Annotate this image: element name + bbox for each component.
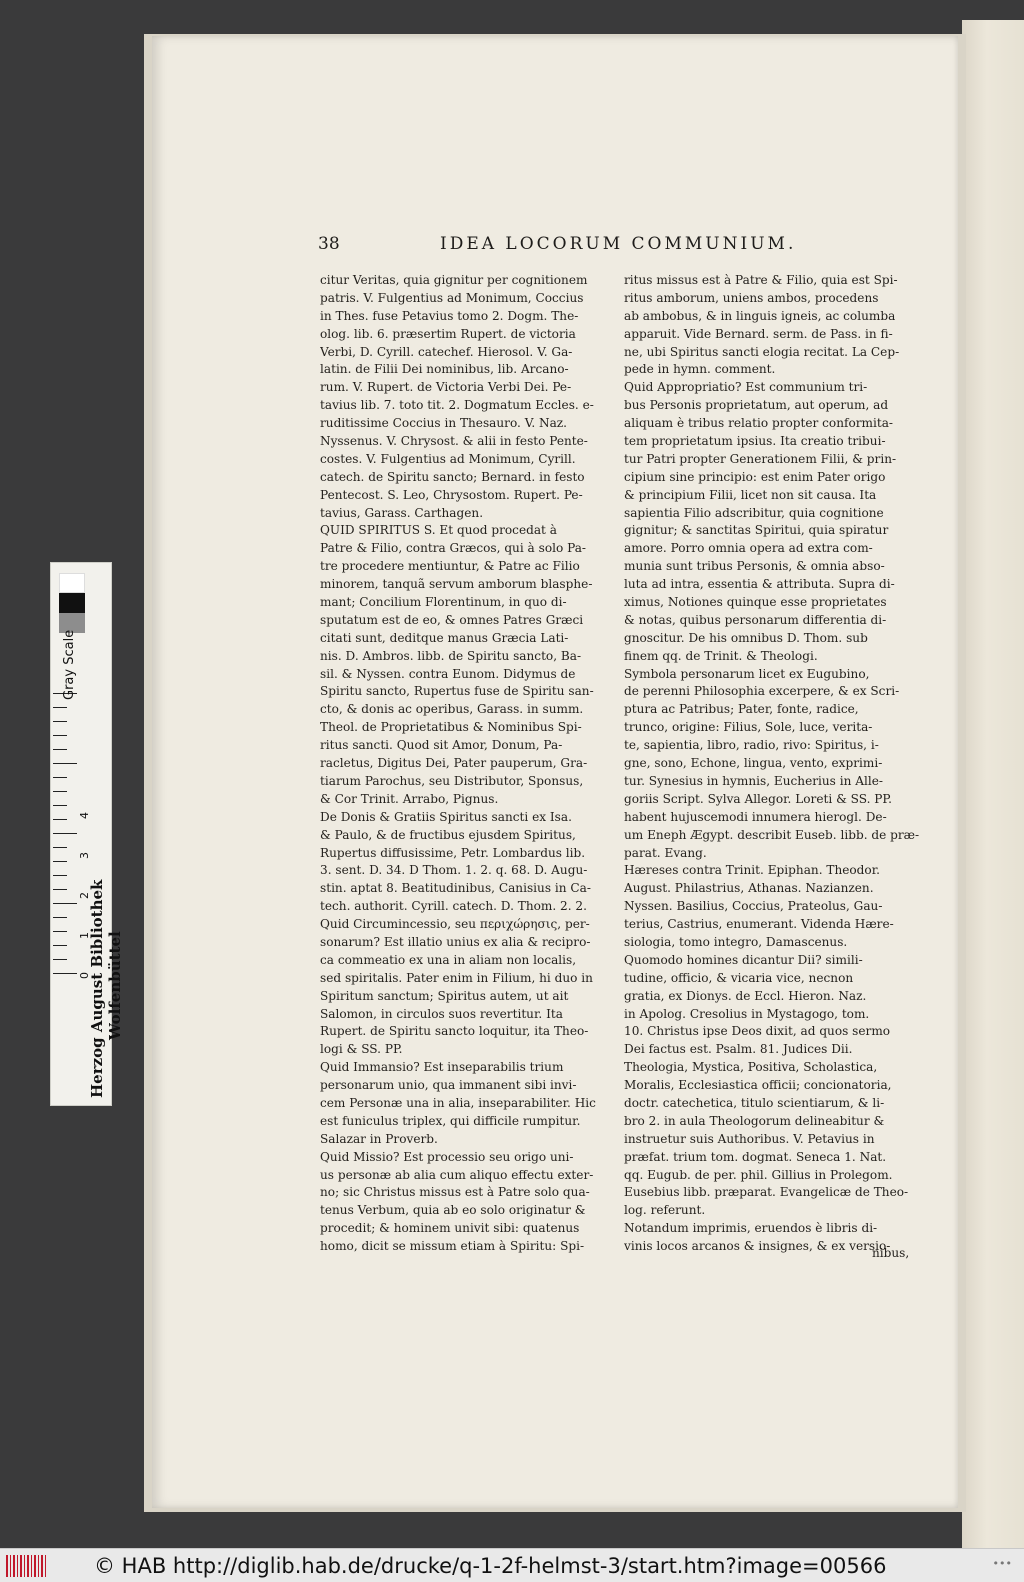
text-line: mant; Concilium Florentinum, in quo di-	[320, 595, 567, 610]
text-line: parat. Evang.	[624, 845, 707, 860]
text-line: no; sic Christus missus est à Patre solo qua-	[320, 1185, 590, 1200]
black-swatch	[59, 593, 85, 613]
text-line: ne, ubi Spiritus sancti elogia recitat. La Cep-	[624, 344, 900, 359]
text-line: & Cor Trinit. Arrabo, Pignus.	[320, 791, 499, 806]
text-line: nis. D. Ambros. libb. de Spiritu sancto, Ba-	[320, 648, 582, 663]
text-line: aliquam è tribus relatio propter conformita-	[624, 416, 894, 431]
ruler-tick	[53, 861, 67, 862]
ruler-tick	[53, 931, 67, 932]
text-line: pede in hymn. comment.	[624, 362, 776, 377]
text-column-right	[624, 272, 922, 1256]
ruler-tick	[53, 973, 77, 974]
text-line: ritus sancti. Quod sit Amor, Donum, Pa-	[320, 738, 563, 753]
text-line: & principium Filii, licet non sit causa. Ita	[624, 487, 877, 502]
text-line: est funiculus triplex, qui difficile rumpitur.	[320, 1113, 581, 1128]
ruler-tick	[53, 945, 67, 946]
text-line: Patre & Filio, contra Græcos, qui à solo Pa-	[320, 541, 586, 556]
text-line: amore. Porro omnia opera ad extra com-	[624, 541, 873, 556]
text-line: catech. de Spiritu sancto; Bernard. in festo	[320, 469, 585, 484]
ruler-tick	[53, 959, 67, 960]
text-line: ritus missus est à Patre & Filio, quia est Spi-	[624, 273, 898, 287]
scale-ruler	[53, 683, 91, 979]
text-column-left	[320, 272, 618, 1256]
text-line: tur Patri propter Generationem Filii, & prin-	[624, 451, 897, 466]
text-line: patris. V. Fulgentius ad Monimum, Coccius	[320, 290, 584, 305]
text-line: tavius lib. 7. toto tit. 2. Dogmatum Eccles. e-	[320, 398, 594, 413]
ruler-tick	[53, 833, 77, 834]
ruler-tick	[53, 847, 67, 848]
text-line: tavius, Garass. Carthagen.	[320, 505, 484, 520]
text-line: tech. authorit. Cyrill. catech. D. Thom. 2. 2.	[320, 899, 587, 914]
text-line: 3. sent. D. 34. D Thom. 1. 2. q. 68. D. Augu-	[320, 863, 588, 878]
text-line: um Eneph Ægypt. describit Euseb. libb. de præ-	[624, 827, 920, 842]
text-line: sil. & Nyssen. contra Eunom. Didymus de	[320, 666, 576, 681]
text-line: præfat. trium tom. dogmat. Seneca 1. Nat.	[624, 1149, 887, 1164]
text-line: tenus Verbum, quia ab eo solo originatur &	[320, 1203, 586, 1218]
text-line: munia sunt tribus Personis, & omnia abso-	[624, 559, 885, 574]
text-line: siologia, tomo integro, Damascenus.	[624, 934, 848, 949]
text-line: minorem, tanquã servum amborum blasphe-	[320, 577, 593, 592]
ruler-number: 2	[78, 892, 91, 899]
text-line: tiarum Parochus, seu Distributor, Sponsus,	[320, 773, 584, 788]
text-line: gratia, ex Dionys. de Eccl. Hieron. Naz.	[624, 988, 867, 1003]
text-line: Theol. de Proprietatibus & Nominibus Spi-	[320, 720, 582, 735]
text-line: Nyssen. Basilius, Coccius, Prateolus, Gau-	[624, 899, 883, 914]
footer-bar	[0, 1548, 1024, 1582]
text-line: vinis locos arcanos & insignes, & ex versio-	[624, 1239, 891, 1254]
text-line: tur. Synesius in hymnis, Eucherius in Alle-	[624, 773, 883, 788]
text-line: log. referunt.	[624, 1203, 706, 1218]
text-line: ximus, Notiones quinque esse proprietates	[624, 595, 887, 610]
text-line: us personæ ab alia cum aliquo effectu exter-	[320, 1167, 594, 1182]
text-line: Salomon, in circulos suos revertitur. Ita	[320, 1006, 563, 1021]
text-line: tudine, officio, & vicaria vice, necnon	[624, 970, 854, 985]
ruler-tick	[53, 749, 67, 750]
text-line: Quid Immansio? Est inseparabilis trium	[320, 1060, 564, 1075]
catchword: nibus,	[872, 1246, 910, 1260]
text-line: personarum unio, qua immanent sibi invi-	[320, 1078, 577, 1093]
ruler-tick	[53, 707, 67, 708]
text-line: 10. Christus ipse Deos dixit, ad quos sermo	[624, 1024, 891, 1039]
text-line: te, sapientia, libro, radio, rivo: Spiritus, i-	[624, 738, 879, 753]
text-line: Rupertus diffusissime, Petr. Lombardus lib.	[320, 845, 586, 860]
text-line: stin. aptat 8. Beatitudinibus, Canisius in Ca-	[320, 881, 591, 896]
text-line: & notas, quibus personarum differentia di-	[624, 612, 887, 627]
text-line: QUID SPIRITUS S. Et quod procedat à	[320, 523, 557, 538]
text-line: instruetur suis Authoribus. V. Petavius in	[624, 1131, 875, 1146]
ruler-tick	[53, 735, 67, 736]
text-line: sonarum? Est illatio unius ex alia & recipro-	[320, 934, 591, 949]
text-line: bro 2. in aula Theologorum delineabitur &	[624, 1113, 885, 1128]
text-line: ritus amborum, uniens ambos, procedens	[624, 290, 879, 305]
text-line: qq. Eugub. de per. phil. Gillius in Prolegom.	[624, 1167, 893, 1182]
ruler-number: 3	[78, 852, 91, 859]
text-line: Salazar in Proverb.	[320, 1131, 438, 1146]
text-line: Dei factus est. Psalm. 81. Judices Dii.	[624, 1042, 853, 1057]
text-line: Rupert. de Spiritu sancto loquitur, ita Theo-	[320, 1024, 589, 1039]
text-line: apparuit. Vide Bernard. serm. de Pass. in fi-	[624, 326, 893, 341]
text-line: Theologia, Mystica, Positiva, Scholastica,	[624, 1060, 878, 1075]
text-line: Notandum imprimis, eruendos è libris di-	[624, 1221, 878, 1236]
text-line: cem Personæ una in alia, inseparabiliter. Hic	[320, 1095, 596, 1110]
text-line: homo, dicit se missum etiam à Spiritu: Spi-	[320, 1239, 585, 1254]
running-title: IDEA LOCORUM COMMUNIUM.	[440, 234, 797, 254]
text-line: costes. V. Fulgentius ad Monimum, Cyrill.	[320, 451, 576, 466]
text-line: Quid Missio? Est processio seu origo uni-	[320, 1149, 574, 1164]
ruler-number: 4	[78, 812, 91, 819]
ruler-tick	[53, 875, 67, 876]
text-line: de perenni Philosophia excerpere, & ex Scri-	[624, 684, 900, 699]
text-line: citati sunt, deditque manus Græcia Lati-	[320, 630, 569, 645]
text-line: ab ambobus, & in linguis igneis, ac columba	[624, 308, 896, 323]
text-line: doctr. catechetica, titulo scientiarum, & li-	[624, 1095, 885, 1110]
text-line: gne, sono, Echone, lingua, vento, exprimi-	[624, 756, 883, 771]
ruler-tick	[53, 889, 67, 890]
text-line: cipium sine principio: est enim Pater origo	[624, 469, 886, 484]
text-line: finem qq. de Trinit. & Theologi.	[624, 648, 818, 663]
text-line: Moralis, Ecclesiastica officii; concionatoria,	[624, 1078, 892, 1093]
text-line: in Apolog. Cresolius in Mystagogo, tom.	[624, 1006, 870, 1021]
ruler-number: 1	[78, 932, 91, 939]
text-line: & Paulo, & de fructibus ejusdem Spiritus,	[320, 827, 576, 842]
gray-scale-label: Gray Scale	[62, 629, 77, 700]
text-line: Spiritu sancto, Rupertus fuse de Spiritu san-	[320, 684, 594, 699]
ruler-tick	[53, 805, 67, 806]
text-line: Quid Circumincessio, seu περιχώρησις, per-	[320, 917, 590, 932]
ruler-tick	[53, 917, 67, 918]
text-line: racletus, Digitus Dei, Pater pauperum, Gra-	[320, 756, 588, 771]
text-line: Spiritum sanctum; Spiritus autem, ut ait	[320, 988, 569, 1003]
text-line: Nyssenus. V. Chrysost. & alii in festo Pente-	[320, 434, 588, 449]
text-line: Symbola personarum licet ex Eugubino,	[624, 666, 870, 681]
text-line: habent hujuscemodi innumera hierogl. De-	[624, 809, 887, 824]
white-swatch	[59, 573, 85, 593]
text-line: Pentecost. S. Leo, Chrysostom. Rupert. Pe-	[320, 487, 583, 502]
library-name: Herzog August Bibliothek	[88, 879, 106, 1098]
text-line: August. Philastrius, Athanas. Nazianzen.	[624, 881, 874, 896]
ruler-tick	[53, 791, 67, 792]
hab-logo-icon	[6, 1555, 46, 1577]
text-line: gignitur; & sanctitas Spiritui, quia spiratur	[624, 523, 889, 538]
ruler-tick	[53, 721, 67, 722]
text-line: sapientia Filio adscribitur, quia cognitione	[624, 505, 884, 520]
text-line: olog. lib. 6. præsertim Rupert. de victoria	[320, 326, 576, 341]
ruler-tick	[53, 903, 77, 904]
book-page	[152, 36, 958, 1508]
more-icon: •••	[992, 1557, 1012, 1570]
running-head	[152, 234, 958, 260]
text-line: Quid Appropriatio? Est communium tri-	[624, 380, 868, 395]
text-line: rum. V. Rupert. de Victoria Verbi Dei. Pe-	[320, 380, 572, 395]
text-line: Quomodo homines dicantur Dii? simili-	[624, 952, 863, 967]
text-line: Eusebius libb. præparat. Evangelicæ de Theo-	[624, 1185, 909, 1200]
text-line: luta ad intra, essentia & attributa. Supra di-	[624, 577, 895, 592]
text-line: goriis Script. Sylva Allegor. Loreti & SS. PP.	[624, 791, 892, 806]
ruler-tick	[53, 819, 67, 820]
text-line: De Donis & Gratiis Spiritus sancti ex Isa.	[320, 809, 572, 824]
text-line: procedit; & hominem univit sibi: quatenus	[320, 1221, 580, 1236]
text-line: ca commeatio ex una in aliam non localis,	[320, 952, 577, 967]
text-line: sputatum est de eo, & omnes Patres Græci	[320, 612, 584, 627]
text-line: sed spiritalis. Pater enim in Filium, hi duo in	[320, 970, 593, 985]
facing-page-edge	[962, 20, 1024, 1550]
text-line: tem proprietatum ipsius. Ita creatio tribui-	[624, 434, 886, 449]
text-line: terius, Castrius, enumerant. Videnda Hære-	[624, 917, 894, 932]
page-number: 38	[318, 234, 340, 254]
library-city: Wolfenbüttel	[106, 931, 124, 1040]
source-url[interactable]: © HAB http://diglib.hab.de/drucke/q-1-2f-helmst-3/start.htm?image=00566	[94, 1554, 887, 1578]
text-line: tre procedere mentiuntur, & Patre ac Filio	[320, 559, 580, 574]
text-line: Verbi, D. Cyrill. catechef. Hierosol. V. Ga-	[320, 344, 573, 359]
ruler-number: 0	[78, 972, 91, 979]
text-line: ptura ac Patribus; Pater, fonte, radice,	[624, 702, 859, 717]
text-line: Hæreses contra Trinit. Epiphan. Theodor.	[624, 863, 880, 878]
text-line: in Thes. fuse Petavius tomo 2. Dogm. The-	[320, 308, 579, 323]
text-line: logi & SS. PP.	[320, 1042, 403, 1057]
ruler-tick	[53, 763, 77, 764]
text-line: latin. de Filii Dei nominibus, lib. Arcano-	[320, 362, 569, 377]
ruler-tick	[53, 777, 67, 778]
text-line: citur Veritas, quia gignitur per cognitionem	[320, 273, 588, 287]
text-line: ruditissime Coccius in Thesauro. V. Naz.	[320, 416, 568, 431]
text-line: trunco, origine: Filius, Sole, luce, verita-	[624, 720, 873, 735]
text-line: cto, & donis ac operibus, Garass. in summ.	[320, 702, 584, 717]
text-line: bus Personis proprietatum, aut operum, ad	[624, 398, 889, 413]
text-line: gnoscitur. De his omnibus D. Thom. sub	[624, 630, 868, 645]
